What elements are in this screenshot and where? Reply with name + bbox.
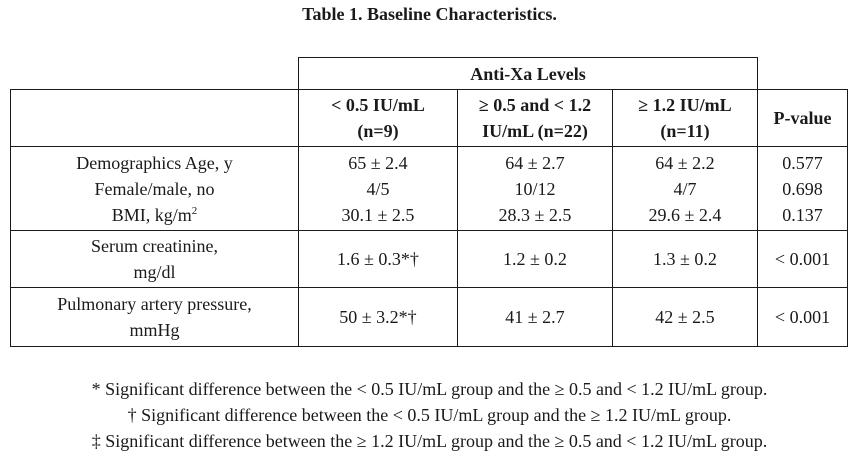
table-cell [458,147,612,230]
pvalue-cell [758,231,847,287]
table-rule [847,89,848,347]
pvalue: < 0.001 [774,307,831,327]
pvalue: < 0.001 [774,249,831,269]
pvalue-cell [758,288,847,346]
cell-value: 42 ± 2.5 [655,307,715,327]
row-label-line: mmHg [129,320,180,340]
pvalue-cell [758,147,847,230]
footnote: ‡ Significant difference between the ≥ 1.2 IU/mL group and the ≥ 0.5 and < 1.2 IU/mL group. [91,431,768,451]
column-header [613,90,757,146]
table-cell [458,231,612,287]
cell-value: 29.6 ± 2.4 [648,204,722,225]
table-cell [299,231,457,287]
column-header [299,90,457,146]
pvalue: 0.137 [782,204,823,225]
cell-value: 4/7 [673,178,697,199]
column-header [458,90,612,146]
table-rule [10,346,848,347]
column-header-line: ≥ 0.5 and < 1.2 [478,95,592,115]
pvalue: 0.577 [782,152,823,173]
cell-value: 64 ± 2.2 [655,152,715,173]
footnotes [0,376,859,454]
group-header [299,58,757,89]
column-header-line: (n=9) [357,121,399,141]
footnote: † Significant difference between the < 0.5 IU/mL group and the ≥ 1.2 IU/mL group. [127,405,732,425]
row-label-line [112,202,198,228]
bmi-superscript: 2 [191,204,198,217]
table-cell [299,288,457,346]
pvalue: 0.698 [782,178,823,199]
cell-value: 1.3 ± 0.2 [653,249,717,269]
row-label [11,147,298,230]
table-cell [613,147,757,230]
table-cell [458,288,612,346]
group-header-label: Anti-Xa Levels [470,63,586,84]
cell-value: 4/5 [366,178,390,199]
pvalue-header-label: P-value [773,108,832,128]
row-label-line: Pulmonary artery pressure, [57,294,252,314]
column-header-line: ≥ 1.2 IU/mL [638,95,732,115]
bmi-label: BMI, kg/m [111,204,192,225]
cell-value: 50 ± 3.2*† [339,307,417,327]
cell-value: 1.6 ± 0.3*† [337,249,419,269]
pvalue-header [758,90,847,146]
cell-value: 65 ± 2.4 [348,152,408,173]
column-header-line: < 0.5 IU/mL [331,95,425,115]
column-header-line: (n=11) [660,121,710,141]
table-cell [613,231,757,287]
row-label-line: Female/male, no [94,178,215,199]
cell-value: 1.2 ± 0.2 [503,249,567,269]
table-cell [613,288,757,346]
table-cell [299,147,457,230]
row-label-line: Demographics Age, y [76,152,233,173]
cell-value: 64 ± 2.7 [505,152,565,173]
row-label [11,288,298,346]
table-title: Table 1. Baseline Characteristics. [302,4,557,24]
footnote: * Significant difference between the < 0.5 IU/mL group and the ≥ 0.5 and < 1.2 IU/mL group. [91,379,768,399]
column-header-line: IU/mL (n=22) [482,121,588,141]
cell-value: 10/12 [514,178,556,199]
row-label [11,231,298,287]
cell-value: 28.3 ± 2.5 [498,204,572,225]
cell-value: 30.1 ± 2.5 [341,204,415,225]
row-label-line: mg/dl [133,262,176,282]
row-label-line: Serum creatinine, [91,236,218,256]
cell-value: 41 ± 2.7 [505,307,565,327]
